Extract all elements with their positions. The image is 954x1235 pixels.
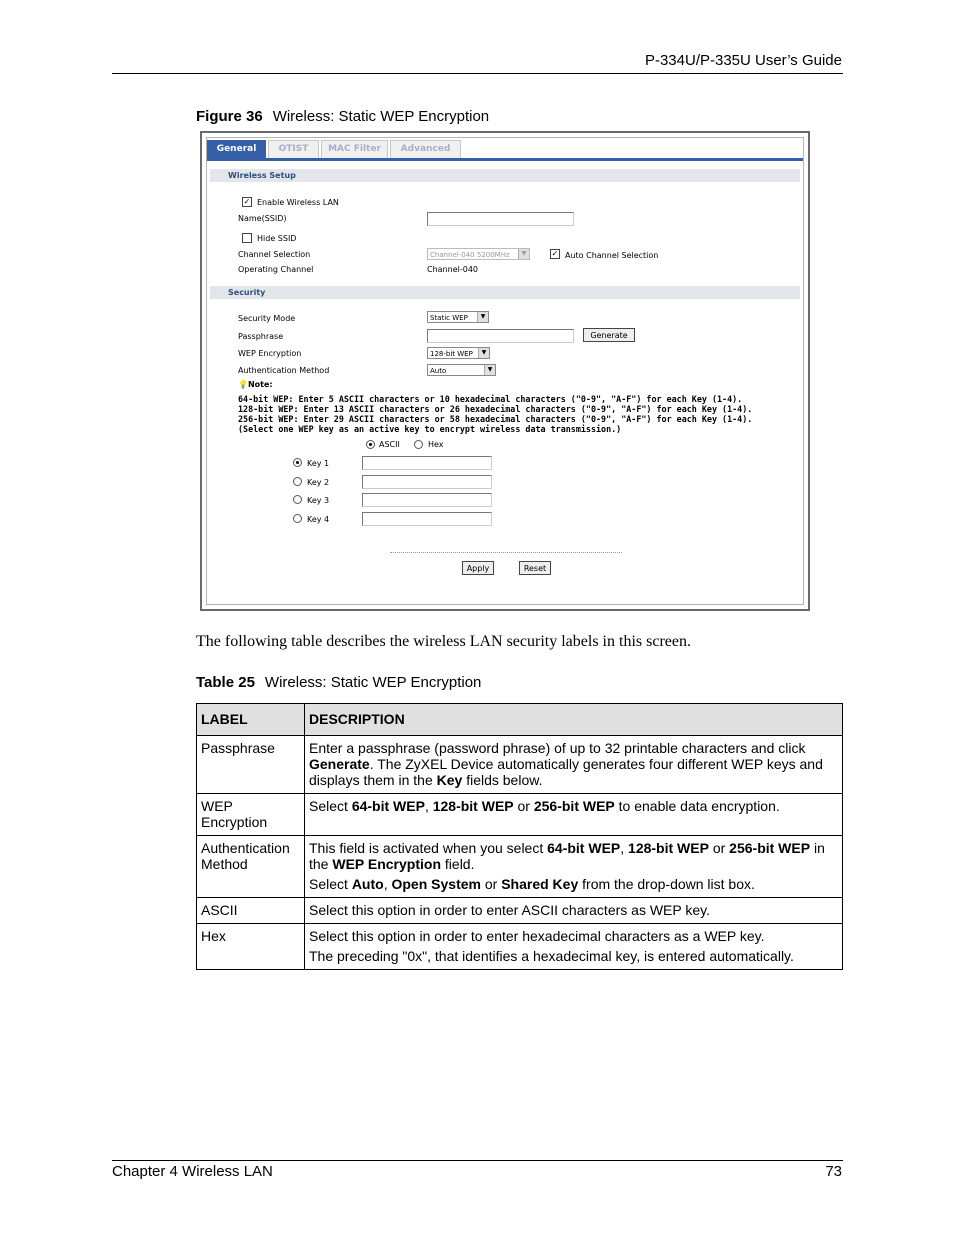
row-label: ASCII [197, 898, 305, 924]
operating-channel-label: Operating Channel [238, 265, 314, 274]
router-screenshot [200, 131, 810, 611]
security-mode-label: Security Mode [238, 314, 296, 323]
tab-otist[interactable]: OTIST [268, 140, 319, 158]
note-line-4: (Select one WEP key as an active key to encrypt wireless data transmission.) [238, 424, 622, 434]
table-header-row [197, 704, 843, 736]
intro-paragraph: The following table describes the wireless LAN security labels in this screen. [196, 633, 691, 650]
note-label: Note: [247, 380, 273, 389]
tab-bar [207, 138, 803, 161]
row-label: Authentication Method [197, 836, 305, 898]
key4-radio[interactable] [293, 514, 302, 523]
tab-advanced[interactable]: Advanced [390, 140, 461, 158]
ascii-radio[interactable] [366, 440, 375, 449]
note-line-1: 64-bit WEP: Enter 5 ASCII characters or 10 hexadecimal characters ("0-9", "A-F") for each Key (1-4). [238, 394, 743, 404]
passphrase-input[interactable] [427, 329, 574, 343]
figure-title: Wireless: Static WEP Encryption [272, 108, 490, 125]
generate-button[interactable]: Generate [583, 328, 635, 342]
enable-wlan-label: Enable Wireless LAN [257, 198, 339, 207]
operating-channel-value: Channel-040 [427, 265, 478, 274]
auth-method-label: Authentication Method [238, 366, 330, 375]
router-panel [206, 137, 804, 605]
table-number: Table 25 [196, 674, 255, 691]
channel-selection-label: Channel Selection [238, 250, 311, 259]
description-table [196, 703, 843, 970]
key3-input[interactable] [362, 493, 492, 507]
security-mode-value: Static WEP [430, 314, 468, 322]
key3-label: Key 3 [307, 496, 330, 505]
key1-input[interactable] [362, 456, 492, 470]
key4-label: Key 4 [307, 515, 330, 524]
wep-encryption-value: 128-bit WEP [430, 350, 473, 358]
chevron-down-icon: ▼ [477, 312, 488, 322]
key2-radio[interactable] [293, 477, 302, 486]
guide-title: P-334U/P-335U User’s Guide [644, 52, 842, 69]
description-column-header: DESCRIPTION [305, 704, 843, 736]
auth-method-value: Auto [430, 367, 447, 375]
table-row [197, 898, 843, 924]
hide-ssid-checkbox[interactable] [242, 233, 252, 243]
key1-radio[interactable] [293, 458, 302, 467]
footer-chapter: Chapter 4 Wireless LAN [112, 1163, 273, 1180]
wep-encryption-select[interactable] [427, 347, 490, 359]
enable-wlan-checkbox[interactable]: ✓ [243, 197, 251, 206]
table-title: Wireless: Static WEP Encryption [264, 674, 482, 691]
hex-label: Hex [428, 440, 444, 449]
table-row [197, 836, 843, 898]
ssid-label: Name(SSID) [238, 214, 287, 223]
row-description: Select 64-bit WEP, 128-bit WEP or 256-bit WEP to enable data encryption. [305, 794, 843, 836]
label-column-header: LABEL [197, 704, 305, 736]
ascii-label: ASCII [379, 440, 400, 449]
footer-page-number: 73 [825, 1163, 842, 1180]
auth-method-select[interactable] [427, 364, 496, 376]
ssid-input[interactable] [427, 212, 574, 226]
chevron-down-icon: ▼ [518, 249, 529, 259]
tab-mac-filter[interactable]: MAC Filter [321, 140, 388, 158]
row-label: WEP Encryption [197, 794, 305, 836]
key3-radio[interactable] [293, 495, 302, 504]
table-row [197, 794, 843, 836]
footer-rule [112, 1160, 843, 1161]
divider [390, 552, 622, 553]
row-description: This field is activated when you select 64-bit WEP, 128-bit WEP or 256-bit WEP in the WEP Encryption field. Select Auto, Open System or Shared Key from the drop-down list box. [305, 836, 843, 898]
note-block [238, 380, 273, 389]
row-description: Select this option in order to enter hexadecimal characters as a WEP key. The preceding "0x", that identifies a hexadecimal key, is entered automatically. [305, 924, 843, 970]
apply-button[interactable]: Apply [462, 561, 494, 575]
security-mode-select[interactable] [427, 311, 489, 323]
lightbulb-icon: 💡 [238, 380, 248, 389]
auto-channel-checkbox[interactable]: ✓ [551, 249, 559, 258]
row-label: Passphrase [197, 736, 305, 794]
row-description: Select this option in order to enter ASCII characters as WEP key. [305, 898, 843, 924]
wep-encryption-label: WEP Encryption [238, 349, 302, 358]
header-rule [112, 73, 843, 74]
chevron-down-icon: ▼ [484, 365, 495, 375]
wireless-setup-heading: Wireless Setup [210, 169, 800, 182]
channel-selection-select[interactable] [427, 248, 530, 260]
hide-ssid-label: Hide SSID [257, 234, 297, 243]
table-row [197, 924, 843, 970]
table-caption [196, 674, 481, 691]
row-description: Enter a passphrase (password phrase) of up to 32 printable characters and click Generate. The ZyXEL Device automatically generates four different WEP keys and displays them in the Key fields below. [305, 736, 843, 794]
reset-button[interactable]: Reset [519, 561, 551, 575]
chevron-down-icon: ▼ [478, 348, 489, 358]
note-line-3: 256-bit WEP: Enter 29 ASCII characters or 58 hexadecimal characters ("0-9", "A-F") for each Key (1-4). [238, 414, 753, 424]
figure-caption [196, 108, 489, 125]
auto-channel-label: Auto Channel Selection [565, 251, 659, 260]
tab-general[interactable]: General [207, 140, 266, 158]
key2-input[interactable] [362, 475, 492, 489]
channel-selection-value: Channel-040 5200MHz [430, 251, 510, 259]
note-line-2: 128-bit WEP: Enter 13 ASCII characters or 26 hexadecimal characters ("0-9", "A-F") for each Key (1-4). [238, 404, 753, 414]
table-row [197, 736, 843, 794]
key2-label: Key 2 [307, 478, 330, 487]
figure-number: Figure 36 [196, 108, 263, 125]
key4-input[interactable] [362, 512, 492, 526]
hex-radio[interactable] [414, 440, 423, 449]
passphrase-label: Passphrase [238, 332, 284, 341]
security-heading: Security [210, 286, 800, 299]
row-label: Hex [197, 924, 305, 970]
key1-label: Key 1 [307, 459, 330, 468]
